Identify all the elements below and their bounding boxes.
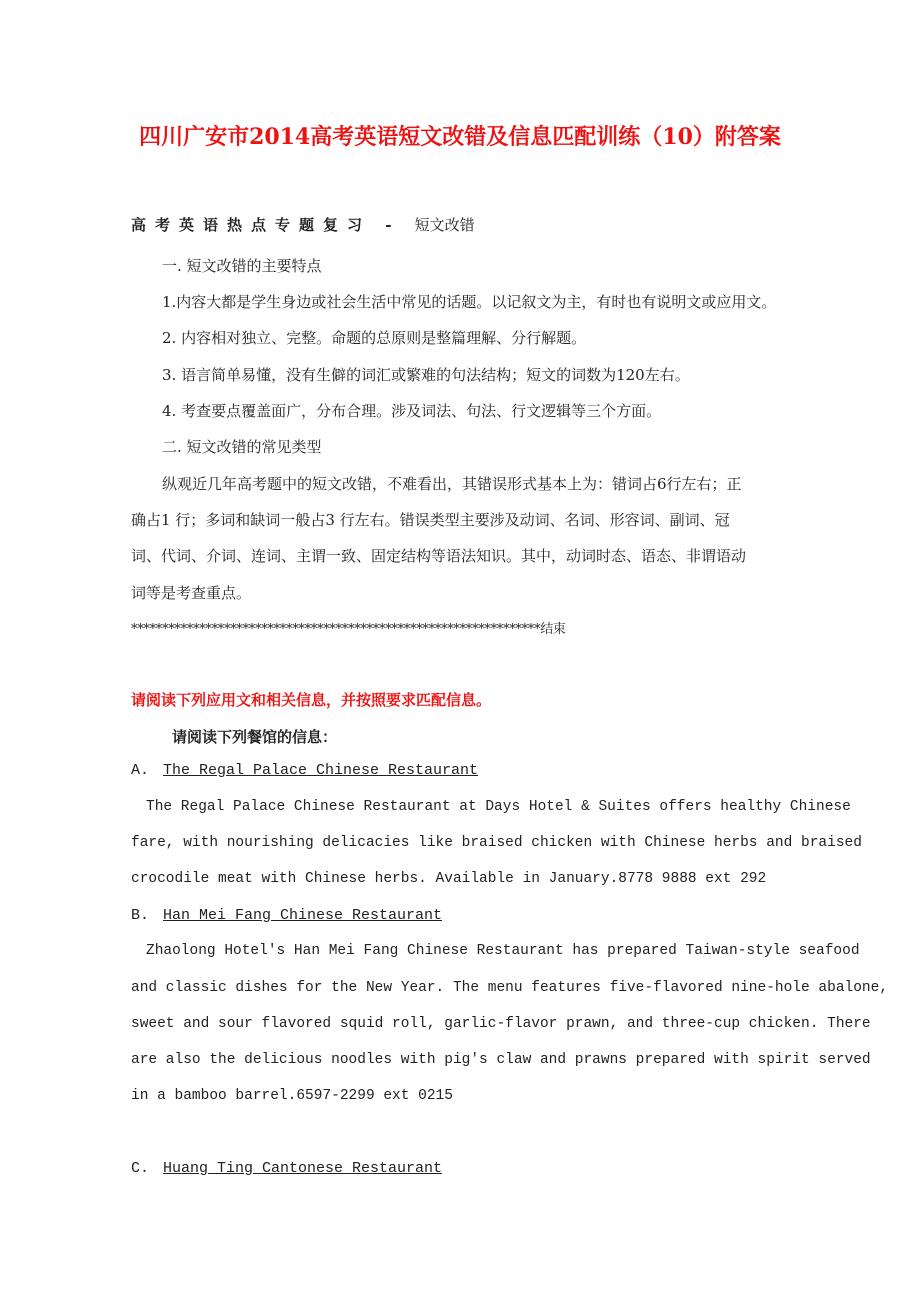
restaurant-b-line-3: sweet and sour flavored squid roll, garlic-flavor prawn, and three-cup chicken. There <box>131 1016 871 1032</box>
restaurant-b-line-2: and classic dishes for the New Year. The menu features five-flavored nine-hole abalone, <box>131 980 889 996</box>
restaurant-b-line-1: Zhaolong Hotel's Han Mei Fang Chinese Restaurant has prepared Taiwan-style seafood <box>146 943 860 959</box>
document-title: 四川广安市2014高考英语短文改错及信息匹配训练（10）附答案 <box>139 124 781 150</box>
restaurant-b-letter: B. <box>131 907 150 924</box>
restaurant-b-name: Han Mei Fang Chinese Restaurant <box>163 907 443 924</box>
restaurant-b-heading <box>131 907 442 924</box>
restaurant-a-heading <box>131 762 478 779</box>
restaurant-a-letter: A. <box>131 762 150 779</box>
part2-line-4: 词等是考查重点。 <box>131 584 252 602</box>
matching-subheading: 请阅读下列餐馆的信息： <box>172 728 338 746</box>
restaurant-b-line-4: are also the delicious noodles with pig's claw and prawns prepared with spirit served <box>131 1052 871 1068</box>
end-marker: ******************************************************************结束 <box>131 622 566 637</box>
part1-heading: 一. 短文改错的主要特点 <box>162 257 322 275</box>
restaurant-a-line-2: fare, with nourishing delicacies like braised chicken with Chinese herbs and braised <box>131 835 862 851</box>
part1-item-3: 3. 语言简单易懂，没有生僻的词汇或繁难的句法结构；短文的词数为120左右。 <box>162 366 690 384</box>
section-header-bold: 高考英语热点专题复习 - <box>131 216 415 234</box>
section-header <box>131 214 475 235</box>
part1-item-4: 4. 考查要点覆盖面广，分布合理。涉及词法、句法、行文逻辑等三个方面。 <box>162 402 662 420</box>
matching-instruction: 请阅读下列应用文和相关信息，并按照要求匹配信息。 <box>131 691 492 709</box>
restaurant-c-name: Huang Ting Cantonese Restaurant <box>163 1160 443 1177</box>
part2-line-3: 词、代词、介词、连词、主谓一致、固定结构等语法知识。其中，动词时态、语态、非谓语动 <box>131 547 747 565</box>
restaurant-b-line-5: in a bamboo barrel.6597-2299 ext 0215 <box>131 1088 453 1104</box>
part2-heading: 二. 短文改错的常见类型 <box>162 438 322 456</box>
section-header-topic: 短文改错 <box>414 216 475 234</box>
restaurant-a-line-3: crocodile meat with Chinese herbs. Available in January.8778 9888 ext 292 <box>131 871 767 887</box>
restaurant-c-heading <box>131 1160 442 1177</box>
restaurant-c-letter: C. <box>131 1160 150 1177</box>
restaurant-a-name: The Regal Palace Chinese Restaurant <box>163 762 479 779</box>
part2-line-1: 纵观近几年高考题中的短文改错，不难看出，其错误形式基本上为：错词占6行左右；正 <box>162 475 742 493</box>
part2-line-2: 确占1 行；多词和缺词一般占3 行左右。错误类型主要涉及动词、名词、形容词、副词、冠 <box>131 511 730 529</box>
part1-item-2: 2. 内容相对独立、完整。命题的总原则是整篇理解、分行解题。 <box>162 329 587 347</box>
part1-item-1: 1.内容大都是学生身边或社会生活中常见的话题。以记叙文为主，有时也有说明文或应用文。 <box>162 293 777 311</box>
restaurant-a-line-1: The Regal Palace Chinese Restaurant at Days Hotel & Suites offers healthy Chinese <box>146 799 851 815</box>
